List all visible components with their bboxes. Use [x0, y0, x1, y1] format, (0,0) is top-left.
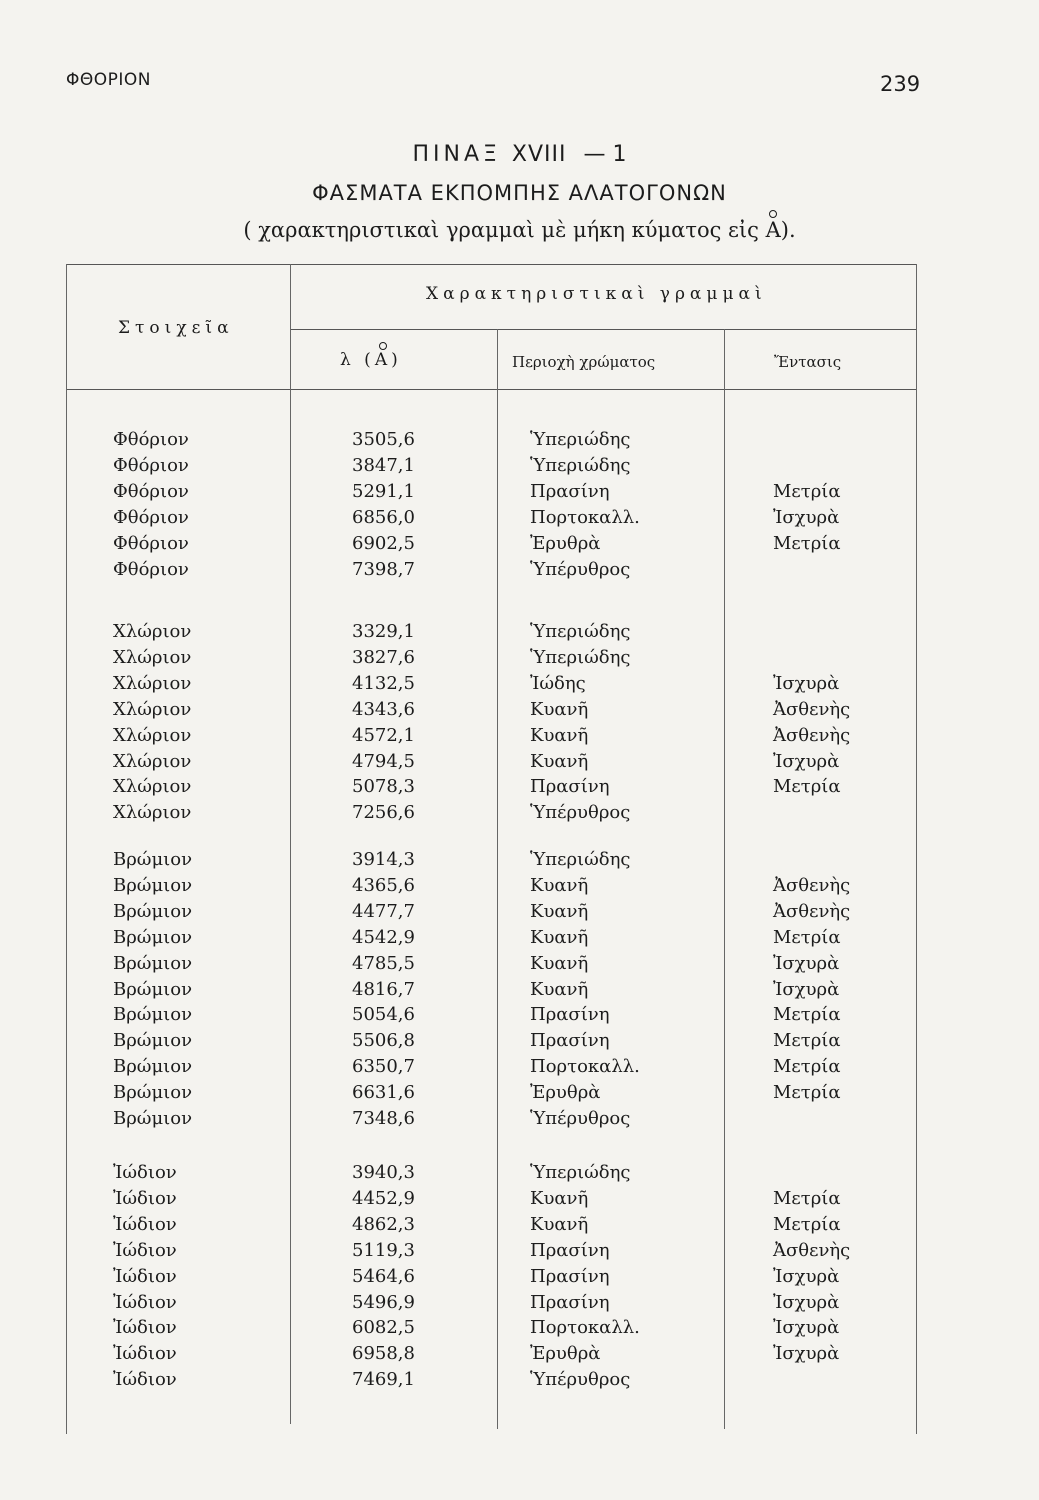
wavelength-cell: 4132,5 — [352, 672, 415, 694]
element-cell: Βρώμιον — [113, 978, 193, 1000]
wavelength-cell: 4542,9 — [352, 926, 415, 948]
element-cell: Βρώμιον — [113, 849, 193, 870]
intensity-cell: Ἰσχυρὰ — [773, 1317, 840, 1339]
color-region-cell: Κυανῆ — [530, 978, 589, 1000]
intensity-cell: Μετρία — [773, 1213, 841, 1235]
element-cell: Φθόριον — [113, 480, 189, 502]
element-cell: Ἰώδιον — [113, 1162, 177, 1183]
table-row — [0, 481, 1039, 506]
color-region-cell: Πρασίνη — [530, 1291, 610, 1313]
intensity-cell: Ἰσχυρὰ — [773, 1343, 840, 1365]
wavelength-cell: 4343,6 — [352, 698, 415, 720]
element-cell: Ἰώδιον — [113, 1369, 177, 1391]
color-region-cell: Πρασίνη — [530, 1239, 610, 1261]
wavelength-cell: 6856,0 — [352, 506, 415, 528]
intensity-cell: Μετρία — [773, 532, 841, 554]
color-region-cell: Ἐρυθρὰ — [530, 532, 601, 554]
color-region-cell: Πρασίνη — [530, 1004, 610, 1026]
element-cell: Χλώριον — [113, 646, 192, 668]
table-row — [0, 429, 1039, 454]
table-title — [0, 142, 1039, 167]
wavelength-cell: 6631,6 — [352, 1082, 415, 1104]
color-region-cell: Ἰώδης — [530, 672, 586, 694]
wavelength-cell: 5054,6 — [352, 1004, 415, 1026]
wavelength-cell: 4794,5 — [352, 750, 415, 772]
table-row — [0, 699, 1039, 724]
table-row — [0, 1004, 1039, 1029]
color-region-cell: Κυανῆ — [530, 724, 589, 746]
element-cell: Φθόριον — [113, 429, 189, 450]
color-region-cell: Ὑπέρυθρος — [530, 1108, 631, 1129]
wavelength-cell: 7256,6 — [352, 802, 415, 824]
table-title-number: XVIII — [511, 142, 567, 167]
intensity-column-header: Ἔντασις — [774, 353, 842, 371]
wavelength-cell: 3847,1 — [352, 454, 415, 476]
color-region-cell: Κυανῆ — [530, 698, 589, 720]
table-row — [0, 979, 1039, 1004]
element-cell: Ἰώδιον — [113, 1187, 177, 1209]
table-row — [0, 1108, 1039, 1133]
table-row — [0, 455, 1039, 480]
color-region-cell: Ὑπεριώδης — [530, 454, 631, 476]
wavelength-cell: 5496,9 — [352, 1291, 415, 1313]
table-row — [0, 953, 1039, 978]
color-region-cell: Ὑπέρυθρος — [530, 1369, 631, 1391]
wavelength-cell: 4452,9 — [352, 1187, 415, 1209]
color-region-column-header: Περιοχὴ χρώματος — [512, 353, 656, 371]
wavelength-cell: 3329,1 — [352, 621, 415, 642]
element-cell: Χλώριον — [113, 802, 192, 824]
wavelength-cell: 6958,8 — [352, 1343, 415, 1365]
element-cell: Βρώμιον — [113, 1056, 193, 1078]
table-row — [0, 802, 1039, 827]
wavelength-cell: 7398,7 — [352, 558, 415, 580]
table-row — [0, 1056, 1039, 1081]
element-cell: Φθόριον — [113, 506, 189, 528]
element-cell: Βρώμιον — [113, 1030, 193, 1052]
intensity-cell: Μετρία — [773, 1056, 841, 1078]
header-sub-rule — [290, 329, 916, 330]
intensity-cell: Ἰσχυρὰ — [773, 978, 840, 1000]
wavelength-cell: 3505,6 — [352, 429, 415, 450]
intensity-cell: Ἰσχυρὰ — [773, 1265, 840, 1287]
element-cell: Ἰώδιον — [113, 1265, 177, 1287]
table-subtitle: ΦΑΣΜΑΤΑ ΕΚΠΟΜΠΗΣ ΑΛΑΤΟΓΟΝΩΝ — [312, 181, 727, 205]
wavelength-cell: 3940,3 — [352, 1162, 415, 1183]
element-cell: Βρώμιον — [113, 1082, 193, 1104]
wavelength-cell: 7469,1 — [352, 1369, 415, 1391]
wavelength-cell: 5119,3 — [352, 1239, 415, 1261]
element-cell: Φθόριον — [113, 558, 189, 580]
table-row — [0, 1082, 1039, 1107]
element-cell: Βρώμιον — [113, 900, 193, 922]
color-region-cell: Πορτοκαλλ. — [530, 1317, 640, 1339]
table-row — [0, 647, 1039, 672]
element-cell: Βρώμιον — [113, 1004, 193, 1026]
table-row — [0, 507, 1039, 532]
table-row — [0, 901, 1039, 926]
wavelength-header-text: λ ( — [340, 350, 375, 370]
table-row — [0, 927, 1039, 952]
element-cell: Ἰώδιον — [113, 1343, 177, 1365]
color-region-cell: Κυανῆ — [530, 1187, 589, 1209]
color-region-cell: Κυανῆ — [530, 952, 589, 974]
table-row — [0, 751, 1039, 776]
element-cell: Φθόριον — [113, 454, 189, 476]
element-cell: Ἰώδιον — [113, 1213, 177, 1235]
element-cell: Χλώριον — [113, 698, 192, 720]
intensity-cell: Μετρία — [773, 1030, 841, 1052]
intensity-cell: Ἀσθενὴς — [773, 874, 851, 896]
color-region-cell: Κυανῆ — [530, 750, 589, 772]
angstrom-unit: A — [765, 218, 781, 242]
table-row — [0, 1188, 1039, 1213]
table-title-sub: — 1 — [583, 142, 627, 167]
element-cell: Βρώμιον — [113, 874, 193, 896]
wavelength-cell: 6902,5 — [352, 532, 415, 554]
wavelength-cell: 3827,6 — [352, 646, 415, 668]
intensity-cell: Ἰσχυρὰ — [773, 1291, 840, 1313]
color-region-cell: Πορτοκαλλ. — [530, 506, 640, 528]
element-cell: Ἰώδιον — [113, 1291, 177, 1313]
intensity-cell: Μετρία — [773, 1004, 841, 1026]
wavelength-cell: 4365,6 — [352, 874, 415, 896]
intensity-cell: Ἀσθενὴς — [773, 1239, 851, 1261]
table-row — [0, 1240, 1039, 1265]
color-region-cell: Ἐρυθρὰ — [530, 1082, 601, 1104]
intensity-cell: Ἰσχυρὰ — [773, 750, 840, 772]
element-cell: Ἰώδιον — [113, 1317, 177, 1339]
intensity-cell: Μετρία — [773, 776, 841, 798]
wavelength-cell: 5291,1 — [352, 480, 415, 502]
intensity-cell: Μετρία — [773, 926, 841, 948]
color-region-cell: Ὑπέρυθρος — [530, 558, 631, 580]
table-row — [0, 1369, 1039, 1394]
header-bottom-rule — [66, 389, 916, 390]
wavelength-header-end: ) — [391, 350, 402, 370]
table-row — [0, 875, 1039, 900]
angstrom-unit: A — [374, 350, 392, 370]
element-cell: Χλώριον — [113, 750, 192, 772]
element-cell: Βρώμιον — [113, 952, 193, 974]
table-row — [0, 849, 1039, 874]
wavelength-cell: 5506,8 — [352, 1030, 415, 1052]
intensity-cell: Μετρία — [773, 1082, 841, 1104]
table-note — [0, 218, 1039, 242]
wavelength-cell: 5078,3 — [352, 776, 415, 798]
wavelength-cell: 4572,1 — [352, 724, 415, 746]
wavelength-cell: 5464,6 — [352, 1265, 415, 1287]
table-row — [0, 1317, 1039, 1342]
element-cell: Χλώριον — [113, 724, 192, 746]
intensity-cell: Ἰσχυρὰ — [773, 952, 840, 974]
running-head: ΦΘΟΡΙΟΝ — [66, 70, 152, 90]
element-cell: Φθόριον — [113, 532, 189, 554]
table-top-rule — [66, 264, 916, 265]
wavelength-cell: 4785,5 — [352, 952, 415, 974]
color-region-cell: Κυανῆ — [530, 1213, 589, 1235]
wavelength-cell: 6350,7 — [352, 1056, 415, 1078]
elements-column-header: Στοιχεῖα — [118, 318, 234, 338]
intensity-cell: Ἰσχυρὰ — [773, 506, 840, 528]
color-region-cell: Πορτοκαλλ. — [530, 1056, 640, 1078]
wavelength-column-header — [340, 350, 402, 370]
table-row — [0, 1030, 1039, 1055]
table-row — [0, 533, 1039, 558]
intensity-cell: Ἰσχυρὰ — [773, 672, 840, 694]
color-region-cell: Ὑπέρυθρος — [530, 802, 631, 824]
intensity-cell: Μετρία — [773, 1187, 841, 1209]
table-row — [0, 725, 1039, 750]
table-row — [0, 1266, 1039, 1291]
color-region-cell: Κυανῆ — [530, 900, 589, 922]
color-region-cell: Ὑπεριώδης — [530, 646, 631, 668]
intensity-cell: Ἀσθενὴς — [773, 900, 851, 922]
table-row — [0, 1162, 1039, 1187]
element-cell: Ἰώδιον — [113, 1239, 177, 1261]
intensity-cell: Ἀσθενὴς — [773, 698, 851, 720]
wavelength-cell: 7348,6 — [352, 1108, 415, 1129]
table-row — [0, 621, 1039, 646]
color-region-cell: Κυανῆ — [530, 874, 589, 896]
color-region-cell: Κυανῆ — [530, 926, 589, 948]
table-note-end: ). — [780, 218, 796, 242]
page-number: 239 — [880, 72, 921, 96]
color-region-cell: Ἐρυθρὰ — [530, 1343, 601, 1365]
table-row — [0, 1343, 1039, 1368]
wavelength-cell: 4816,7 — [352, 978, 415, 1000]
color-region-cell: Ὑπεριώδης — [530, 621, 631, 642]
color-region-cell: Πρασίνη — [530, 480, 610, 502]
table-title-label: ΠΙΝΑΞ — [412, 142, 501, 167]
element-cell: Χλώριον — [113, 621, 192, 642]
color-region-cell: Πρασίνη — [530, 1030, 610, 1052]
element-cell: Βρώμιον — [113, 926, 193, 948]
intensity-cell: Μετρία — [773, 480, 841, 502]
lines-group-header: Χαρακτηριστικαὶ γραμμαὶ — [426, 284, 767, 304]
element-cell: Χλώριον — [113, 776, 192, 798]
wavelength-cell: 6082,5 — [352, 1317, 415, 1339]
color-region-cell: Ὑπεριώδης — [530, 849, 631, 870]
wavelength-cell: 4862,3 — [352, 1213, 415, 1235]
table-row — [0, 559, 1039, 584]
wavelength-cell: 3914,3 — [352, 849, 415, 870]
table-row — [0, 673, 1039, 698]
intensity-cell: Ἀσθενὴς — [773, 724, 851, 746]
wavelength-cell: 4477,7 — [352, 900, 415, 922]
color-region-cell: Πρασίνη — [530, 1265, 610, 1287]
color-region-cell: Πρασίνη — [530, 776, 610, 798]
table-row — [0, 776, 1039, 801]
color-region-cell: Ὑπεριώδης — [530, 429, 631, 450]
table-row — [0, 1214, 1039, 1239]
table-row — [0, 1292, 1039, 1317]
element-cell: Βρώμιον — [113, 1108, 193, 1129]
element-cell: Χλώριον — [113, 672, 192, 694]
table-note-text: ( χαρακτηριστικαὶ γραμμαὶ μὲ μήκη κύματος εἰς — [243, 218, 766, 242]
color-region-cell: Ὑπεριώδης — [530, 1162, 631, 1183]
